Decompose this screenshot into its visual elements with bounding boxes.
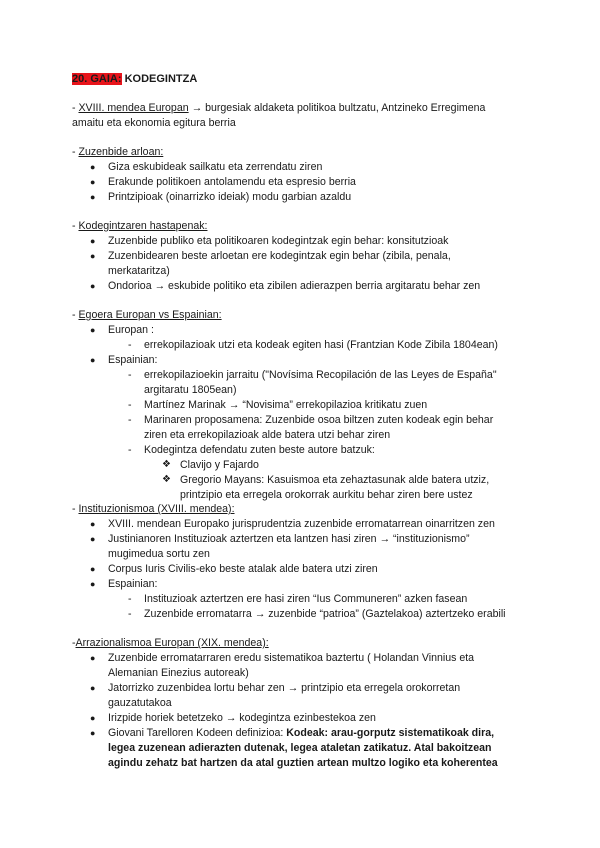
heading-prefix: - [72,146,79,158]
list-item: Irizpide horiek betetzeko → kodegintza ezinbestekoa zen [108,712,376,724]
list-item: Zuzenbide erromatarraren eredu sistematikoa baztertu ( Holandan Vinnius eta [108,652,475,664]
dash-icon: - [128,444,132,456]
list-item: Justinianoren Instituzioak aztertzen eta lantzen hasi ziren → “instituzionismo” [108,533,470,545]
list-item-continuation: mugimedua sortu zen [108,548,210,560]
list-item: Jatorrizko zuzenbidea lortu behar zen → printzipio eta erregela orokorretan [108,682,461,694]
list-item: Zuzenbidearen beste arloetan ere kodegintzak egin behar (zibila, penala, [108,250,451,262]
dash-icon: - [128,414,132,426]
section-heading-instituzionismoa [72,502,235,516]
bullet-icon: ● [90,564,96,574]
sub-item-continuation: ziren eta errekopilazioak alde batera utzi behar ziren [144,429,391,441]
sub-item: Kodegintza defendatu zuten beste autore batzuk: [144,444,375,456]
bullet-icon: ● [90,192,96,202]
topic-name: KODEGINTZA [121,73,198,85]
list-item: Zuzenbide publiko eta politikoaren kodegintzak egin behar: konsitutzioak [108,235,449,247]
heading-text: Arrazionalismoa Europan (XIX. mendea): [75,637,269,649]
bullet-icon: ● [90,281,96,291]
heading-text: Kodegintzaren hastapenak: [78,220,208,232]
definition-bold: Kodeak: arau-gorputz sistematikoak dira, [286,727,495,739]
bullet-icon: ● [90,325,96,335]
diamond-bullet-icon: ❖ [162,459,171,470]
heading-prefix: - [72,220,79,232]
list-item-continuation: Alemanian Einezius autoreak) [108,667,249,679]
bullet-icon: ● [90,251,96,261]
author-item-continuation: printzipio eta erregela orokorrak aurkitu behar ziren bere ustez [180,489,473,501]
bullet-icon: ● [90,162,96,172]
list-item: Giza eskubideak sailkatu eta zerrendatu ziren [108,161,323,173]
page-title [72,72,197,86]
intro-heading: XVIII. mendea Europan [78,102,189,114]
list-item: XVIII. mendean Europako jurisprudentzia zuzenbide erromatarrean oinarritzen zen [108,518,495,530]
diamond-bullet-icon: ❖ [162,474,171,485]
definition-continuation: legea zuzenean adierazten dutenak, legea ataletan zatikatuz. Atal bakoitzean [108,742,492,754]
list-item-continuation: merkataritza) [108,265,170,277]
list-item-espainian: Espainian: [108,354,158,366]
heading-text: Zuzenbide arloan: [78,146,164,158]
bullet-icon: ● [90,177,96,187]
bullet-icon: ● [90,713,96,723]
sub-item: errekopilazioekin jarraitu ("Novísima Recopilación de las Leyes de España" [144,369,497,381]
section-heading-egoera [72,308,222,322]
list-item: Printzipioak (oinarrizko ideiak) modu garbian azaldu [108,191,352,203]
dash-icon: - [128,399,132,411]
definition-continuation: agindu zehatz bat hartzen da atal guztien artean multzo logiko eta koherentea [108,757,498,769]
section-heading-arrazionalismoa [72,636,269,650]
dash-icon: - [128,593,132,605]
sub-item-continuation: argitaratu 1805ean) [144,384,237,396]
bullet-icon: ● [90,534,96,544]
sub-item: Martínez Marinak → “Novisima” errekopilazioa kritikatu zuen [144,399,428,411]
heading-prefix: - [72,309,79,321]
intro-dash: - [72,102,79,114]
intro-text: → burgesiak aldaketa politikoa bultzatu, Antzineko Erregimena [188,102,486,114]
definition-intro: Giovani Tarelloren Kodeen definizioa: [108,727,287,739]
dash-icon: - [128,339,132,351]
sub-item: Marinaren proposamena: Zuzenbide osoa biltzen zuten kodeak egin behar [144,414,494,426]
sub-item: Instituzioak aztertzen ere hasi ziren “Ius Communeren” azken fasean [144,593,468,605]
heading-prefix: - [72,637,76,649]
dash-icon: - [128,608,132,620]
bullet-icon: ● [90,355,96,365]
heading-text: Egoera Europan vs Espainian: [78,309,222,321]
list-item: Erakunde politikoen antolamendu eta espresio berria [108,176,356,188]
bullet-icon: ● [90,728,96,738]
bullet-icon: ● [90,579,96,589]
list-item-espainian: Espainian: [108,578,158,590]
bullet-icon: ● [90,683,96,693]
dash-icon: - [128,369,132,381]
author-item: Clavijo y Fajardo [180,459,259,471]
list-item: Corpus Iuris Civilis-eko beste atalak alde batera utzi ziren [108,563,378,575]
bullet-icon: ● [90,519,96,529]
section-heading-zuzenbide [72,145,163,159]
list-item: Ondorioa → eskubide politiko eta zibilen adierazpen berria argitaratu behar zen [108,280,481,292]
author-item: Gregorio Mayans: Kasuismoa eta zehaztasunak alde batera utziz, [180,474,490,486]
bullet-icon: ● [90,653,96,663]
intro-line-1 [72,101,485,115]
sub-item: Zuzenbide erromatarra → zuzenbide “patrioa” (Gaztelakoa) aztertzeko erabili [144,608,506,620]
topic-number: 20. GAIA: [72,73,122,85]
list-item-definition [108,726,494,740]
section-heading-kodegintza [72,219,207,233]
list-item-europan: Europan : [108,324,154,336]
list-item-continuation: gauzatutakoa [108,697,172,709]
heading-prefix: - [72,503,79,515]
intro-line-2: amaitu eta ekonomia egitura berria [72,117,236,129]
bullet-icon: ● [90,236,96,246]
heading-text: Instituzionismoa (XVIII. mendea): [78,503,235,515]
sub-item: errekopilazioak utzi eta kodeak egiten hasi (Frantzian Kode Zibila 1804ean) [144,339,498,351]
